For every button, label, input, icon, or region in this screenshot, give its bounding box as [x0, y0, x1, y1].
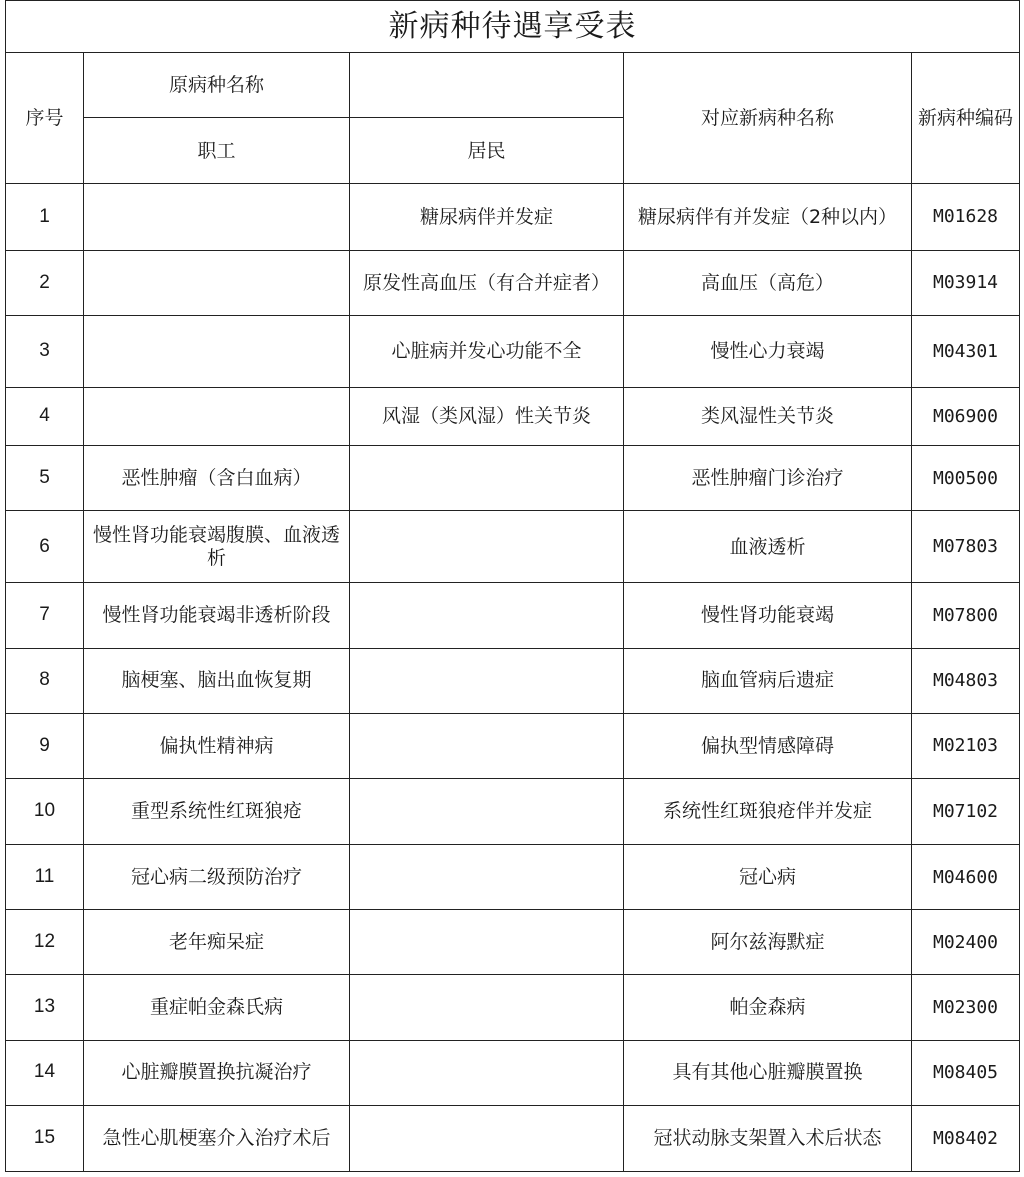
row-new-name: 慢性心力衰竭: [624, 315, 912, 387]
row-new-name: 冠状动脉支架置入术后状态: [624, 1105, 912, 1171]
row-worker-name: 老年痴呆症: [84, 910, 350, 975]
row-new-code: M07800: [912, 583, 1020, 648]
row-new-code: M08405: [912, 1040, 1020, 1105]
row-worker-name: 心脏瓣膜置换抗凝治疗: [84, 1040, 350, 1105]
row-new-code: M06900: [912, 387, 1020, 445]
table-row: [6, 1105, 1020, 1171]
row-new-code: M07102: [912, 778, 1020, 844]
row-seq: 13: [6, 975, 84, 1040]
row-resident-name: [350, 910, 624, 975]
table-row: [6, 713, 1020, 778]
row-seq: 6: [6, 511, 84, 583]
row-new-code: M01628: [912, 184, 1020, 250]
row-new-name: 阿尔兹海默症: [624, 910, 912, 975]
header-new-code: 新病种编码: [912, 53, 1020, 184]
row-new-code: M04600: [912, 845, 1020, 910]
row-worker-name: 恶性肿瘤（含白血病）: [84, 446, 350, 511]
table-row: [6, 184, 1020, 250]
row-resident-name: 风湿（类风湿）性关节炎: [350, 387, 624, 445]
row-new-code: M02400: [912, 910, 1020, 975]
row-resident-name: [350, 1040, 624, 1105]
row-new-name: 冠心病: [624, 845, 912, 910]
table-row: [6, 583, 1020, 648]
row-worker-name: [84, 387, 350, 445]
row-seq: 2: [6, 250, 84, 315]
row-seq: 15: [6, 1105, 84, 1171]
table-row: [6, 648, 1020, 713]
table-row: [6, 387, 1020, 445]
header-original-name: 原病种名称: [84, 53, 350, 118]
table-row: [6, 845, 1020, 910]
row-seq: 1: [6, 184, 84, 250]
table-row: [6, 1040, 1020, 1105]
row-resident-name: 心脏病并发心功能不全: [350, 315, 624, 387]
row-worker-name: 冠心病二级预防治疗: [84, 845, 350, 910]
row-worker-name: [84, 184, 350, 250]
row-resident-name: [350, 446, 624, 511]
table-row: [6, 975, 1020, 1040]
row-new-name: 糖尿病伴有并发症（2种以内）: [624, 184, 912, 250]
row-worker-name: 偏执性精神病: [84, 713, 350, 778]
table-row: [6, 446, 1020, 511]
row-new-code: M03914: [912, 250, 1020, 315]
row-new-code: M02300: [912, 975, 1020, 1040]
row-new-name: 帕金森病: [624, 975, 912, 1040]
header-worker: 职工: [84, 118, 350, 184]
row-seq: 3: [6, 315, 84, 387]
table-title: 新病种待遇享受表: [6, 1, 1020, 53]
table-row: [6, 315, 1020, 387]
row-new-code: M07803: [912, 511, 1020, 583]
row-seq: 5: [6, 446, 84, 511]
row-resident-name: [350, 648, 624, 713]
table-row: [6, 778, 1020, 844]
row-new-code: M02103: [912, 713, 1020, 778]
row-new-name: 恶性肿瘤门诊治疗: [624, 446, 912, 511]
row-resident-name: [350, 583, 624, 648]
row-new-name: 具有其他心脏瓣膜置换: [624, 1040, 912, 1105]
row-new-name: 脑血管病后遗症: [624, 648, 912, 713]
row-seq: 12: [6, 910, 84, 975]
row-seq: 14: [6, 1040, 84, 1105]
row-worker-name: [84, 315, 350, 387]
row-seq: 9: [6, 713, 84, 778]
row-worker-name: 重型系统性红斑狼疮: [84, 778, 350, 844]
row-new-code: M04301: [912, 315, 1020, 387]
row-worker-name: 重症帕金森氏病: [84, 975, 350, 1040]
row-resident-name: [350, 975, 624, 1040]
row-new-code: M00500: [912, 446, 1020, 511]
row-new-name: 慢性肾功能衰竭: [624, 583, 912, 648]
row-worker-name: 急性心肌梗塞介入治疗术后: [84, 1105, 350, 1171]
row-worker-name: 慢性肾功能衰竭腹膜、血液透析: [84, 511, 350, 583]
row-seq: 10: [6, 778, 84, 844]
row-resident-name: [350, 511, 624, 583]
row-seq: 11: [6, 845, 84, 910]
table-row: [6, 511, 1020, 583]
disease-benefit-table: [5, 0, 1020, 1172]
row-new-name: 血液透析: [624, 511, 912, 583]
row-new-name: 偏执型情感障碍: [624, 713, 912, 778]
header-new-name: 对应新病种名称: [624, 53, 912, 184]
row-worker-name: 脑梗塞、脑出血恢复期: [84, 648, 350, 713]
row-resident-name: [350, 1105, 624, 1171]
header-seq: 序号: [6, 53, 84, 184]
table-body: [6, 184, 1020, 1172]
row-new-name: 类风湿性关节炎: [624, 387, 912, 445]
row-seq: 4: [6, 387, 84, 445]
row-worker-name: 慢性肾功能衰竭非透析阶段: [84, 583, 350, 648]
row-resident-name: 原发性高血压（有合并症者）: [350, 250, 624, 315]
table-row: [6, 250, 1020, 315]
row-new-code: M04803: [912, 648, 1020, 713]
row-resident-name: [350, 778, 624, 844]
row-new-name: 系统性红斑狼疮伴并发症: [624, 778, 912, 844]
row-resident-name: [350, 713, 624, 778]
table-row: [6, 910, 1020, 975]
header-resident: 居民: [350, 118, 624, 184]
row-worker-name: [84, 250, 350, 315]
row-resident-name: 糖尿病伴并发症: [350, 184, 624, 250]
row-new-name: 高血压（高危）: [624, 250, 912, 315]
row-resident-name: [350, 845, 624, 910]
header-blank: [350, 53, 624, 118]
row-seq: 8: [6, 648, 84, 713]
row-new-code: M08402: [912, 1105, 1020, 1171]
row-seq: 7: [6, 583, 84, 648]
